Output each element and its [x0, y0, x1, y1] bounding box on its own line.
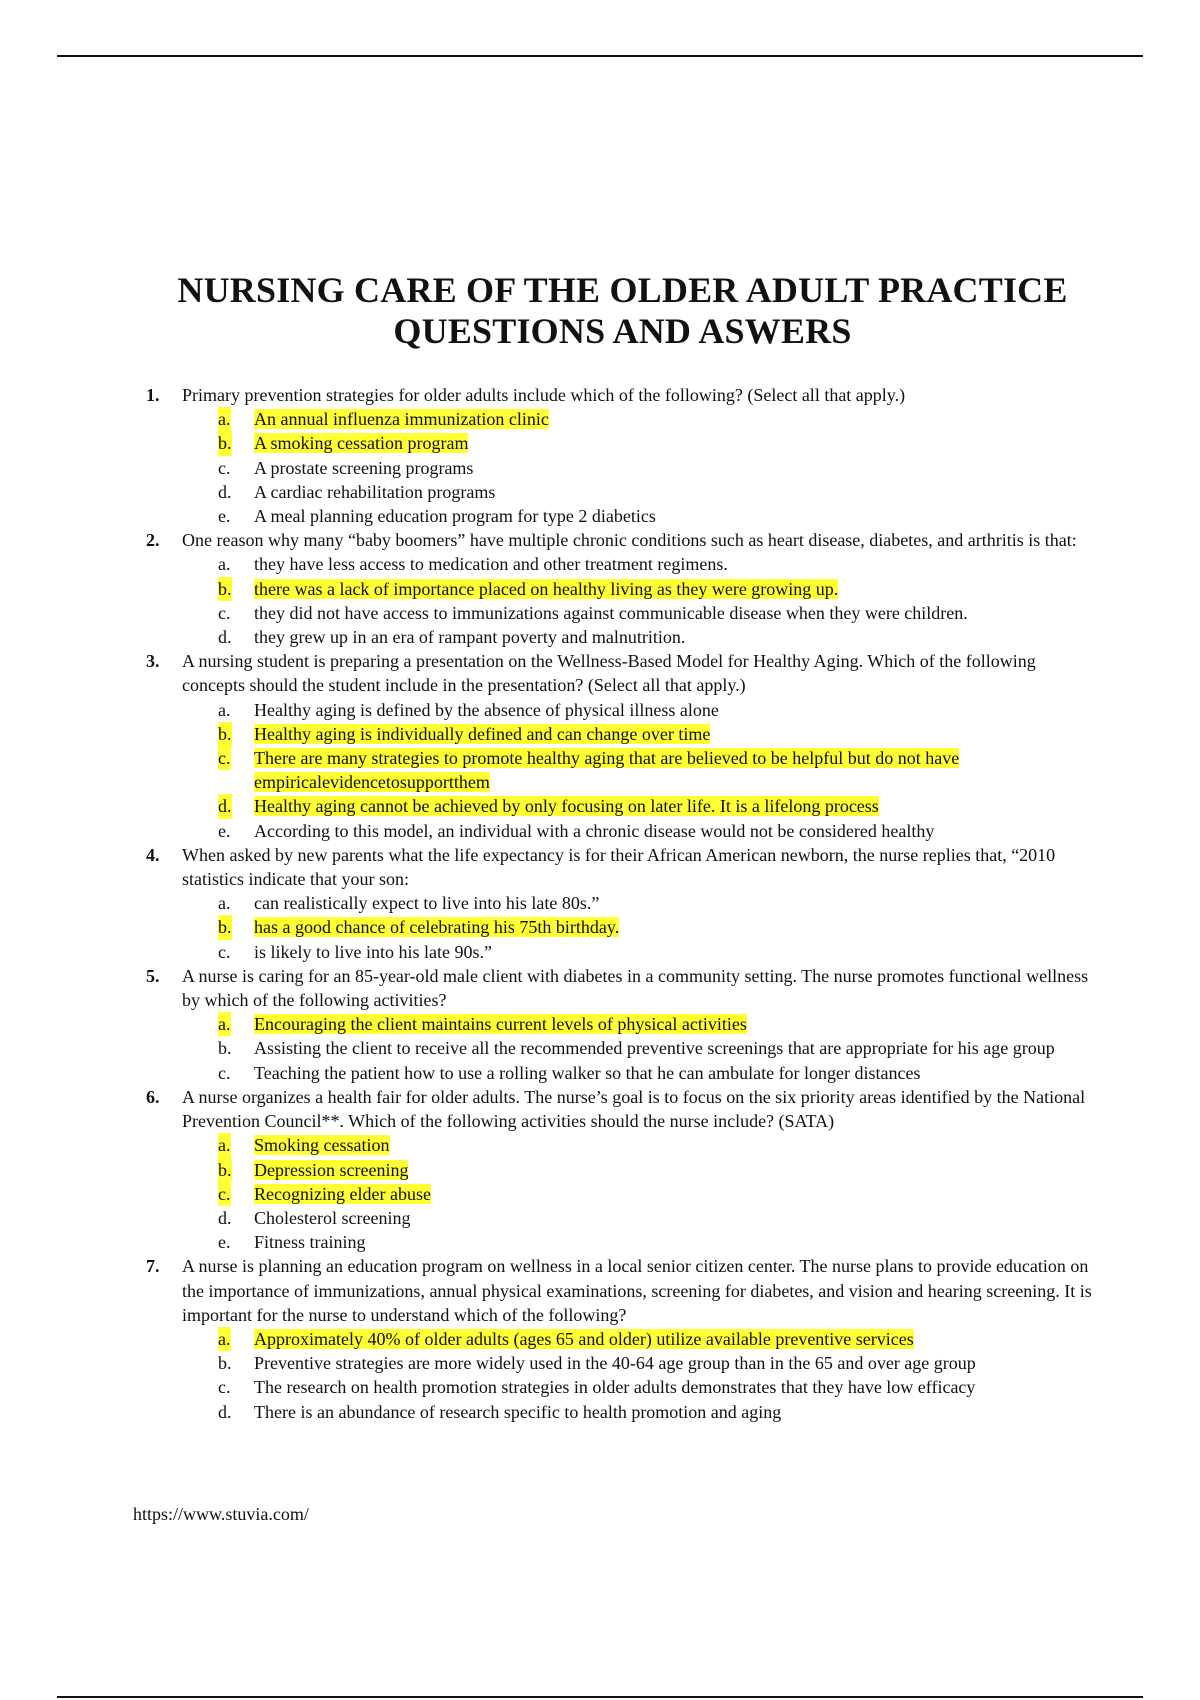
- question-number: 7.: [146, 1256, 160, 1277]
- option-text: There is an abundance of research specific to health promotion and aging: [254, 1401, 782, 1422]
- option-letter: e.: [218, 1232, 231, 1253]
- option-letter: b.: [218, 722, 232, 746]
- option-letter: a.: [218, 1327, 231, 1351]
- option-letter: c.: [218, 1182, 231, 1206]
- question-item: [0, 528, 1102, 649]
- answer-option: [182, 940, 1102, 964]
- option-text: According to this model, an individual with a chronic disease would not be considered healthy: [254, 820, 935, 841]
- option-text: There are many strategies to promote healthy aging that are believed to be helpful but do not have empiricalevidencetosupportthem: [254, 748, 960, 793]
- title-line-2: QUESTIONS AND ASWERS: [393, 311, 852, 352]
- question-item: [0, 1254, 1102, 1423]
- answer-option: [182, 1036, 1102, 1060]
- option-text: they grew up in an era of rampant poverty and malnutrition.: [254, 627, 686, 648]
- answer-options: [182, 698, 1102, 843]
- question-text: Primary prevention strategies for older adults include which of the following? (Select all that apply.): [182, 385, 906, 405]
- answer-options: [182, 1012, 1102, 1085]
- question-item: [0, 649, 1102, 843]
- option-letter: d.: [218, 1401, 232, 1422]
- question-text: One reason why many “baby boomers” have multiple chronic conditions such as heart disease, diabetes, and arthritis is that:: [182, 530, 1077, 551]
- question-number: 6.: [146, 1086, 160, 1107]
- answer-option-correct: [182, 1012, 1102, 1036]
- option-text: can realistically expect to live into his late 80s.”: [254, 893, 600, 914]
- answer-option: [182, 1400, 1102, 1424]
- option-letter: c.: [218, 1062, 231, 1083]
- option-letter: e.: [218, 820, 231, 841]
- option-text: Encouraging the client maintains current levels of physical activities: [254, 1014, 747, 1035]
- answer-option: [182, 1351, 1102, 1375]
- answer-option: [182, 698, 1102, 722]
- answer-option: [182, 1206, 1102, 1230]
- option-text: Assisting the client to receive all the recommended preventive screenings that are appropriate for his age group: [254, 1038, 1055, 1059]
- answer-option: [182, 504, 1102, 528]
- question-text: When asked by new parents what the life expectancy is for their African American newborn, the nurse replies that, “2010 statistics indicate that your son:: [182, 844, 1056, 890]
- answer-option-correct: [182, 1182, 1102, 1206]
- option-letter: a.: [218, 699, 231, 720]
- answer-options: [182, 407, 1102, 528]
- question-number: 4.: [146, 844, 160, 865]
- answer-option-correct: [182, 1158, 1102, 1182]
- option-letter: d.: [218, 794, 232, 818]
- answer-options: [182, 552, 1102, 649]
- option-letter: d.: [218, 481, 232, 502]
- option-text: is likely to live into his late 90s.”: [254, 941, 492, 962]
- option-text: A cardiac rehabilitation programs: [254, 481, 496, 502]
- option-letter: e.: [218, 506, 231, 527]
- option-text: Depression screening: [254, 1159, 409, 1180]
- answer-option: [182, 480, 1102, 504]
- answer-option-correct: [182, 746, 1102, 794]
- answer-option: [182, 552, 1102, 576]
- answer-options: [182, 891, 1102, 964]
- question-text: A nurse is planning an education program on wellness in a local senior citizen center. The nurse plans to provide education on the importance of immunizations, annual physical examinations, screening for diabetes, and vision and hearing screening. It is important for the nurse to understand which of the following?: [182, 1256, 1092, 1325]
- option-letter: b.: [218, 1353, 232, 1374]
- answer-option: [182, 819, 1102, 843]
- question-text: A nursing student is preparing a presentation on the Wellness-Based Model for Healthy Aging. Which of the following concepts should the student include in the presentation? (Select all that apply.): [182, 651, 1036, 696]
- answer-option: [182, 1375, 1102, 1399]
- option-text: An annual influenza immunization clinic: [254, 409, 549, 430]
- option-text: A smoking cessation program: [254, 433, 469, 454]
- option-text: A prostate screening programs: [254, 457, 474, 478]
- option-letter: b.: [218, 577, 232, 601]
- document-title: [0, 270, 1200, 352]
- option-letter: c.: [218, 457, 231, 478]
- option-text: Smoking cessation: [254, 1135, 390, 1156]
- option-letter: a.: [218, 1133, 231, 1157]
- question-item: [0, 843, 1102, 964]
- option-text: The research on health promotion strategies in older adults demonstrates that they have low efficacy: [254, 1377, 976, 1398]
- option-letter: b.: [218, 1038, 232, 1059]
- question-list: [0, 383, 1200, 1424]
- answer-option: [182, 601, 1102, 625]
- option-text: Healthy aging is defined by the absence of physical illness alone: [254, 699, 719, 720]
- option-letter: a.: [218, 554, 231, 575]
- answer-option-correct: [182, 431, 1102, 455]
- question-number: 2.: [146, 530, 160, 551]
- answer-option-correct: [182, 915, 1102, 939]
- question-item: [0, 964, 1102, 1085]
- answer-option: [182, 1061, 1102, 1085]
- answer-option: [182, 625, 1102, 649]
- answer-option-correct: [182, 1133, 1102, 1157]
- option-letter: b.: [218, 915, 232, 939]
- option-letter: a.: [218, 1012, 231, 1036]
- answer-option: [182, 456, 1102, 480]
- option-letter: d.: [218, 627, 232, 648]
- option-letter: c.: [218, 941, 231, 962]
- answer-option-correct: [182, 407, 1102, 431]
- option-text: Teaching the patient how to use a rolling walker so that he can ambulate for longer distances: [254, 1062, 921, 1083]
- answer-option-correct: [182, 577, 1102, 601]
- title-line-1: NURSING CARE OF THE OLDER ADULT PRACTICE: [177, 270, 1068, 311]
- answer-option: [182, 891, 1102, 915]
- option-text: they did not have access to immunizations against communicable disease when they were children.: [254, 602, 968, 623]
- question-item: [0, 1085, 1102, 1254]
- option-letter: b.: [218, 431, 232, 455]
- top-rule: [57, 55, 1143, 57]
- answer-option-correct: [182, 1327, 1102, 1351]
- option-text: Fitness training: [254, 1232, 366, 1253]
- option-text: has a good chance of celebrating his 75th birthday.: [254, 917, 620, 938]
- option-letter: c.: [218, 602, 231, 623]
- option-letter: a.: [218, 407, 231, 431]
- question-number: 3.: [146, 651, 160, 672]
- answer-options: [182, 1327, 1102, 1424]
- option-letter: c.: [218, 746, 231, 770]
- bottom-rule: [57, 1696, 1143, 1698]
- footer-url[interactable]: https://www.stuvia.com/: [133, 1504, 309, 1524]
- question-number: 5.: [146, 965, 160, 986]
- option-text: Healthy aging cannot be achieved by only focusing on later life. It is a lifelong process: [254, 796, 879, 817]
- question-number: 1.: [146, 385, 160, 405]
- option-text: Preventive strategies are more widely used in the 40-64 age group than in the 65 and over age group: [254, 1353, 976, 1374]
- option-letter: c.: [218, 1377, 231, 1398]
- option-text: Recognizing elder abuse: [254, 1183, 431, 1204]
- option-letter: b.: [218, 1158, 232, 1182]
- question-item: [0, 383, 1102, 528]
- option-text: Approximately 40% of older adults (ages 65 and older) utilize available preventive services: [254, 1328, 914, 1349]
- answer-option: [182, 1230, 1102, 1254]
- option-letter: a.: [218, 893, 231, 914]
- option-text: A meal planning education program for type 2 diabetics: [254, 506, 656, 527]
- answer-option-correct: [182, 722, 1102, 746]
- option-text: Healthy aging is individually defined and can change over time: [254, 723, 711, 744]
- answer-option-correct: [182, 794, 1102, 818]
- option-text: there was a lack of importance placed on healthy living as they were growing up.: [254, 578, 839, 599]
- option-text: they have less access to medication and other treatment regimens.: [254, 554, 728, 575]
- answer-options: [182, 1133, 1102, 1254]
- question-text: A nurse organizes a health fair for older adults. The nurse’s goal is to focus on the six priority areas identified by the National Prevention Council**. Which of the following activities should the nurse include? (SATA): [182, 1086, 1086, 1132]
- option-text: Cholesterol screening: [254, 1207, 411, 1228]
- option-letter: d.: [218, 1207, 232, 1228]
- question-text: A nurse is caring for an 85-year-old male client with diabetes in a community setting. The nurse promotes functional wellness by which of the following activities?: [182, 965, 1089, 1011]
